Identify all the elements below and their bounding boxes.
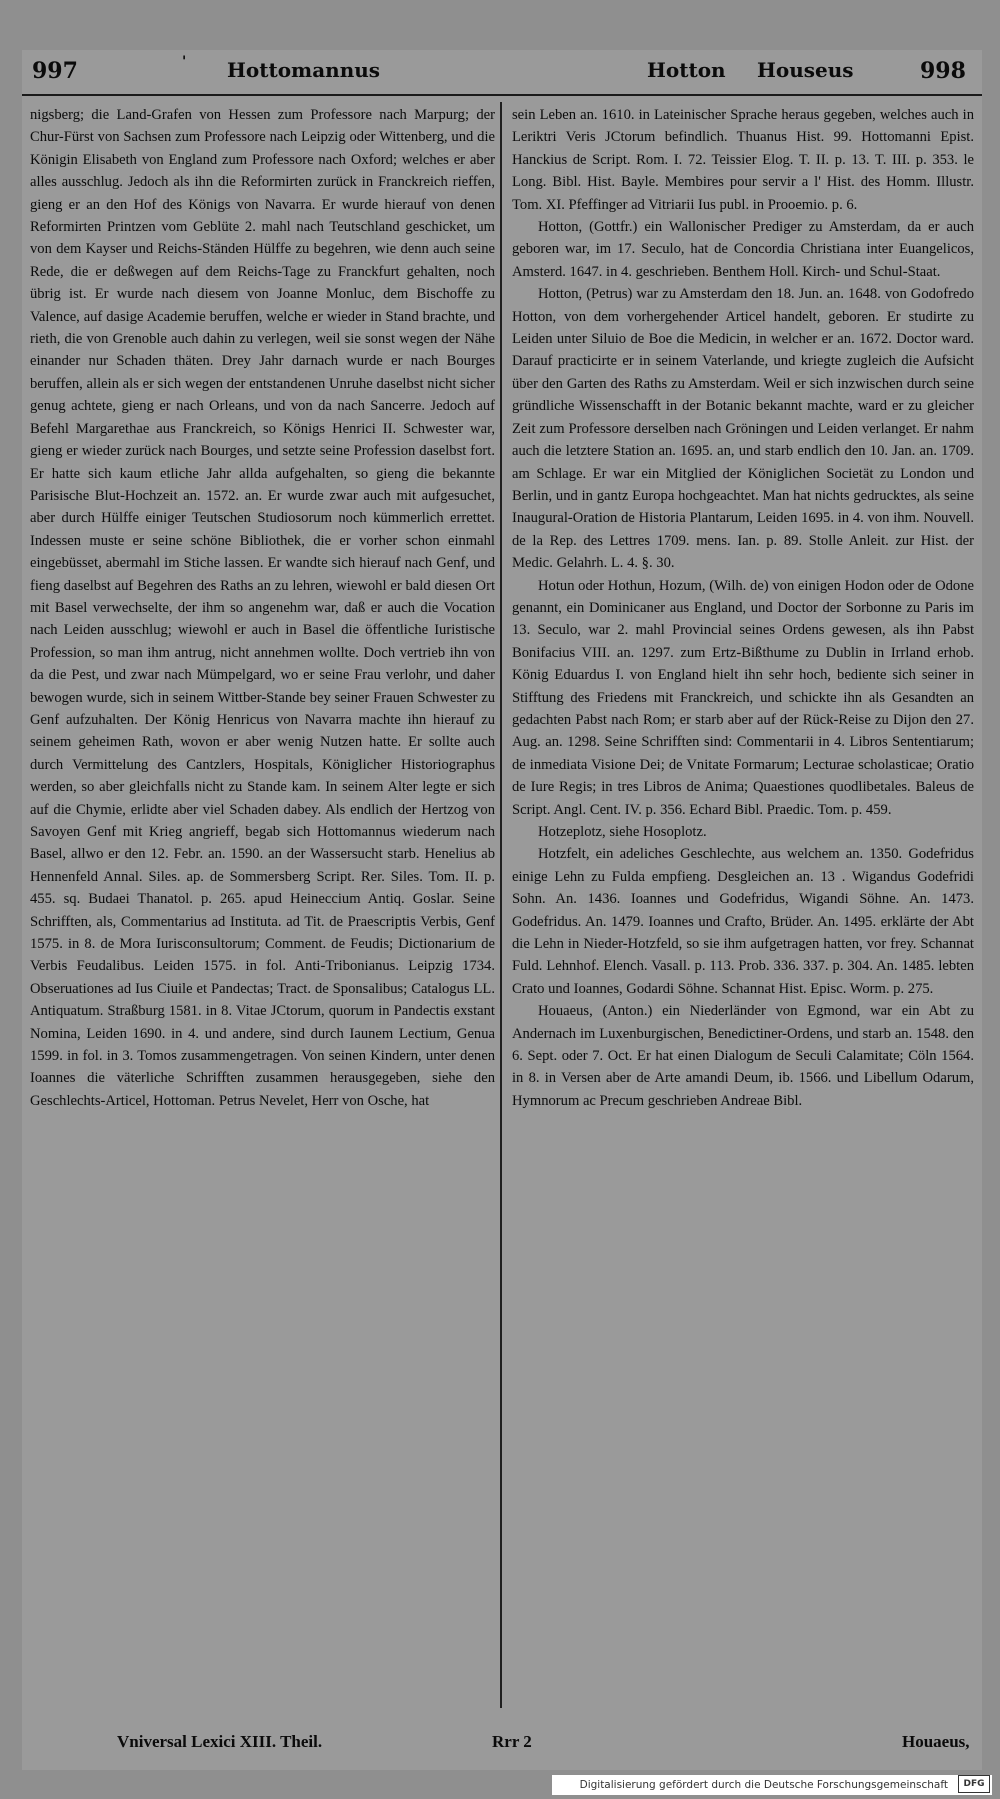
footer-catchword: Houaeus,	[902, 1732, 970, 1751]
header-mark: '	[182, 54, 187, 70]
right-running-title-a: Hotton	[647, 58, 726, 82]
book-page	[22, 50, 982, 1770]
entry-hotton-gottfr: Hotton, (Gottfr.) ein Wallonischer Prediger zu Amsterdam, da er auch geboren war, im 17. Seculo, hat de Concordia Christiana inter Euangelicos, Amsterd. 1647. in 4. geschrieben. Benthem Holl. Kirch- und Schul-Staat.	[512, 219, 974, 280]
entry-hotzfelt: Hotzfelt, ein adeliches Geschlechte, aus welchem an. 1350. Godefridus einige Lehn zu Fulda empfieng. Desgleichen an. 13 . Wigandus Godefridi Sohn. An. 1436. Ioannes und Godefridus, Wigandi Söhne. An. 1473. Godefridus. An. 1479. Ioannes und Crafto, Brüder. An. 1495. erklärte der Abt die Lehn in Nieder-Hotzfeld, so sie ihm aufgetragen hatten, vor frey. Schannat Fuld. Lehnhof. Elench. Vasall. p. 113. Prob. 336. 337. p. 304. An. 1485. lebten Crato und Ioannes, Godardi Söhne. Schannat Hist. Episc. Worm. p. 275.	[512, 846, 974, 997]
entry-continuation: sein Leben an. 1610. in Lateinischer Sprache heraus gegeben, welches auch in Leriktri Veris JCtorum befindlich. Thuanus Hist. 99. Hottomanni Epist. Hanckius de Script. Rom. I. 72. Teissier Elog. T. II. p. 13. T. III. p. 353. le Long. Bibl. Hist. Bayle. Membires pour servir a l' Hist. des Homm. Illustr. Tom. XI. Pfeffinger ad Vitriarii Ius publ. in Prooemio. p. 6.	[512, 107, 974, 213]
right-page-number: 998	[920, 58, 966, 84]
entry-hotton-petrus: Hotton, (Petrus) war zu Amsterdam den 18. Jun. an. 1648. von Godofredo Hotton, von dem vorhergehender Articel handelt, geboren. Er studirte zu Leiden unter Siluio de Boe die Medicin, in welcher er an. 1672. Doctor ward. Darauf practicirte er in seinem Vaterlande, und kriegte zugleich die Aufsicht über den Garten des Raths zu Amsterdam. Weil er sich inzwischen durch seine gründliche Wissenschafft in der Botanic bekannt machte, ward er zu gleicher Zeit zum Professore derselben nach Gröningen und Leiden verlanget. Er nahm auch die letztere Station an. 1695. an, und starb endlich den 10. Jan. an. 1709. am Schlage. Er war ein Mitglied der Königlichen Societät zu London und Berlin, und in gantz Europa hochgeachtet. Man hat nichts gedrucktes, als seine Inaugural-Oration de Historia Plantarum, Leiden 1695. in 4. von ihm. Nouvell. de la Rep. des Lettres 1709. mens. Ian. p. 89. Stolle Anleit. zur Hist. der Medic. Gelahrh. L. 4. §. 30.	[512, 286, 974, 572]
digitization-credit: Digitalisierung gefördert durch die Deutsche Forschungsgemeinschaft	[552, 1775, 992, 1795]
page-footer	[22, 1724, 982, 1770]
column-divider	[500, 102, 502, 1708]
left-column-text: nigsberg; die Land-Grafen von Hessen zum Professore nach Marpurg; der Chur-Fürst von Sachsen zum Professore nach Leipzig oder Wittenberg, und die Königin Elisabeth von England zum Professore nach Oxford; welches er aber alles ausschlug. Jedoch als ihn die Reformirten zurück in Franckreich rieffen, gieng er an den Hof des Königs von Navarra. Er wurde hierauf von denen Reformirten Printzen vom Geblüte 2. mahl nach Teutschland geschicket, um von dem Kayser und Reichs-Ständen Hülffe zu begehren, wie denn auch seine Rede, die er deßwegen auf dem Reichs-Tage zu Franckfurt gehalten, noch übrig ist. Er wurde nach diesem von Joanne Monluc, dem Bischoffe zu Valence, auf dasige Academie beruffen, welche er wieder in Stand brachte, und rieth, die von Grenoble auch dahin zu verlegen, weil sie sonst wegen der Nähe einander nur Schaden thäten. Drey Jahr darnach wurde er nach Bourges beruffen, allein als er sich wegen der entstandenen Unruhe daselbst nicht sicher genug achtete, gieng er nach Orleans, und von da nach Sancerre. Jedoch auf Befehl Margarethae aus Franckreich, so Königs Henrici II. Schwester war, gieng er wieder zurück nach Bourges, und setzte seine Profession daselbst fort. Er hatte sich kaum etliche Jahr allda aufgehalten, so gieng die bekannte Parisische Blut-Hochzeit an. 1572. an. Er wurde zwar auch mit aufgesuchet, aber durch Hülffe einiger Teutschen Studiosorum noch kümmerlich errettet. Indessen muste er seine schöne Bibliothek, die er vorher schon einmahl eingebüsset, abermahl im Stiche lassen. Er wandte sich hierauf nach Genf, und fieng daselbst auf Begehren des Raths an zu lehren, wiewohl er bald diesen Ort mit Basel verwechselte, der ihm so angenehm war, daß er auch die Vocation nach Leiden ausschlug; wiewohl er auch in Basel die öffentliche Iuristische Profession, so man ihm antrug, nicht annehmen wollte. Doch vertrieb ihn von da die Pest, und zwar nach Mümpelgard, wo er seine Frau verlohr, und daher bewogen wurde, sich in seinem Wittber-Stande bey seiner Frauen Schwester zu Genf aufzuhalten. Der König Henricus von Navarra machte ihn hierauf zu seinem geheimen Rath, wovon er aber wenig Nutzen hatte. Er sollte auch durch Vermittelung des Cantzlers, Hospitals, Königlicher Historiographus werden, so aber gleichfalls nicht zu Stande kam. In seinem Alter legte er sich auf die Chymie, erlidte aber viel Schaden dabey. Als endlich der Hertzog von Savoyen Genf mit Krieg angrieff, begab sich Hottomannus wiederum nach Basel, allwo er den 12. Febr. an. 1590. an der Wassersucht starb. Henelius ab Hennenfeld Annal. Siles. ap. de Sommersberg Script. Rer. Siles. Tom. II. p. 455. sq. Budaei Thanatol. p. 265. apud Heineccium Antiq. Goslar. Seine Schrifften, als, Commentarius ad Instituta. ad Tit. de Praescriptis Verbis, Genf 1575. in 8. de Mora Iurisconsultorum; Comment. de Feudis; Dictionarium de Verbis Feudalibus. Leiden 1575. in fol. Anti-Tribonianus. Leipzig 1734. Obseruationes ad Ius Ciuile et Pandectas; Tract. de Sponsalibus; Catalogus LL. Antiquatum. Straßburg 1581. in 8. Vitae JCtorum, quorum in Pandectis exstant Nomina, Leiden 1690. in 4. und andere, sind durch Iaunem Lectium, Genua 1599. in fol. in 3. Tomos zusammengetragen. Von seinen Kindern, unter denen Ioannes die väterliche Schrifften zusammen herausgegeben, siehe den Geschlechts-Articel, Hottoman. Petrus Nevelet, Herr von Osche, hat	[30, 107, 495, 1109]
header-rule	[22, 94, 982, 96]
footer-volume: Vniversal Lexici XIII. Theil.	[117, 1732, 323, 1751]
entry-hotun: Hotun oder Hothun, Hozum, (Wilh. de) von einigen Hodon oder de Odone genannt, ein Dominicaner aus England, und Doctor der Sorbonne zu Paris im 13. Seculo, war 2. mahl Provincial seines Ordens gewesen, als ihn Pabst Bonifacius VIII. an. 1297. zum Ertz-Bißthume zu Dublin in Irrland erhob. König Eduardus I. von England hielt ihn sehr hoch, bediente sich seiner in Stifftung des Friedens mit Franckreich, und schickte ihn als Gesandten an gedachten Pabst nach Rom; er starb aber auf der Rück-Reise zu Dijon den 27. Aug. an. 1298. Seine Schrifften sind: Commentarii in 4. Libros Sententiarum; de inmediata Visione Dei; de Vnitate Formarum; Lecturae scholasticae; Oratio de Iure Regis; in tres Libros de Anima; Quaestiones quodlibetales. Baleus de Script. Angl. Cent. IV. p. 356. Echard Bibl. Praedic. Tom. p. 459.	[512, 577, 974, 818]
running-header	[22, 50, 982, 96]
left-column	[30, 104, 495, 1715]
left-running-title: Hottomannus	[227, 58, 381, 82]
dfg-logo: DFG	[958, 1775, 990, 1793]
right-column	[512, 104, 974, 1715]
footer-signature: Rrr 2	[492, 1732, 532, 1751]
right-running-title-b: Houseus	[757, 58, 854, 82]
left-page-number: 997	[32, 58, 78, 84]
entry-houaeus: Houaeus, (Anton.) ein Niederländer von Egmond, war ein Abt zu Andernach im Luxenburgischen, Benedictiner-Ordens, und starb an. 1548. den 6. Sept. oder 7. Oct. Er hat einen Dialogum de Seculi Calamitate; Cöln 1564. in 8. in Versen aber de Arte amandi Deum, ib. 1566. und Libellum Odarum, Hymnorum ac Precum geschrieben Andreae Bibl.	[512, 1003, 974, 1109]
entry-hotzeplotz: Hotzeplotz, siehe Hosoplotz.	[538, 824, 707, 840]
